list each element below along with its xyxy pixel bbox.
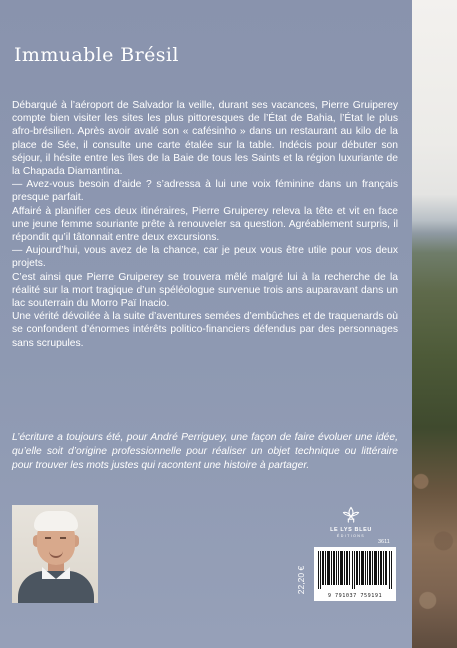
- author-note: L’écriture a toujours été, pour André Perriguey, une façon de faire évoluer une idée, qu’elle soit d’origine professionnelle pour réaliser un objet technique ou littéraire pour trouver les mots justes qui racontent une histoire à partager.: [12, 432, 398, 471]
- author-eye: [45, 537, 51, 539]
- synopsis-paragraph: — Aujourd’hui, vous avez de la chance, car je peux vous être utile pour vos deux projets.: [12, 245, 398, 270]
- synopsis-paragraph: C’est ainsi que Pierre Gruiperey se trouvera mêlé malgré lui à la recherche de la réalité sur la mort tragique d’un spéléologue survenue trois ans auparavant dans un lac souterrain du Morro Paï Inacio.: [12, 271, 398, 310]
- barcode-bars: [318, 551, 392, 589]
- landscape-photo-strip: [412, 0, 457, 648]
- synopsis-paragraph: — Avez-vous besoin d’aide ? s’adressa à lui une voix féminine dans un français presque parfait.: [12, 179, 398, 204]
- reference-number: 3611: [378, 539, 390, 545]
- price: 22,20 €: [296, 565, 306, 595]
- author-shoulders: [18, 571, 94, 603]
- synopsis-paragraph: Débarqué à l’aéroport de Salvador la veille, durant ses vacances, Pierre Gruiperey compte bien visiter les sites les plus pittoresques de l’État de Bahia, l’État le plus afro-brésilien. Après avoir avalé son « cafésinho » dans un restaurant au kilo de la place de Sée, il consulte une carte étalée sur la table. Indécis pour débuter son séjour, il hésite entre les îles de la Baie de tous les Saints et la région luxuriante de la Chapada Diamantina.: [12, 100, 398, 178]
- author-hair: [34, 511, 78, 531]
- isbn-digits: 9 791037 759191: [327, 593, 383, 599]
- synopsis: [12, 99, 398, 350]
- publisher-logo: [326, 505, 376, 538]
- book-title: Immuable Brésil: [14, 44, 179, 66]
- lily-flower-icon: [341, 505, 361, 525]
- author-eye: [60, 537, 66, 539]
- isbn-barcode: [314, 547, 396, 601]
- publisher-name: LE LYS BLEU: [330, 527, 372, 533]
- rock-texture: [412, 410, 457, 648]
- synopsis-paragraph: Affairé à planifier ces deux itinéraires, Pierre Gruiperey releva la tête et vit en face une jeune femme souriante prête à renouveler sa question. Agréablement surpris, il répondit qu’il tâtonnait entre deux excursions.: [12, 205, 398, 244]
- author-photo: [12, 505, 98, 603]
- synopsis-paragraph: Une vérité dévoilée à la suite d’aventures semées d’embûches et de traquenards où se confondent d’énormes intérêts politico-financiers défendus par des personnages sans scrupules.: [12, 311, 398, 349]
- publisher-subtitle: ÉDITIONS: [336, 534, 366, 538]
